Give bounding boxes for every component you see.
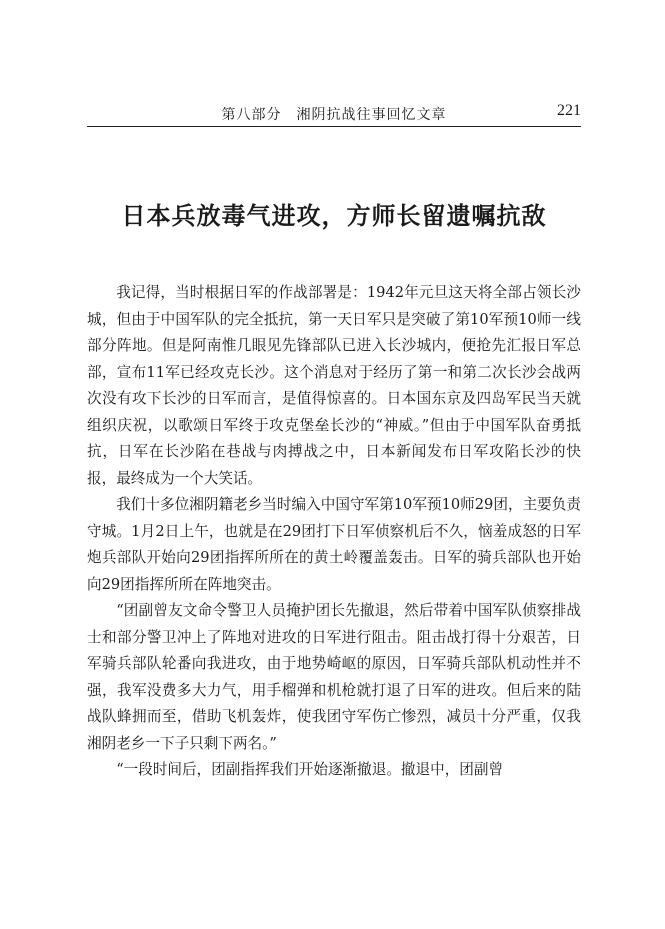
page-number: 221 xyxy=(557,102,581,119)
paragraph-3: “团副曾友文命令警卫人员掩护团长先撤退，然后带着中国军队侦察排战士和部分警卫冲上了阵地对进攻的日军进行阻击。阻击战打得十分艰苦，日军骑兵部队轮番向我进攻，由于地势崎岖的原因，日军骑兵部队机动性并不强，我军没费多大力气，用手榴弹和机枪就打退了日军的进攻。但后来的陆战队蜂拥而至，借助飞机轰炸，使我团守军伤亡惨烈，减员十分严重，仅我湘阴老乡一下子只剩下两名。” xyxy=(87,602,581,752)
article-title: 日本兵放毒气进攻，方师长留遗嘱抗敌 xyxy=(121,201,547,230)
paragraph-2: 我们十多位湘阴籍老乡当时编入中国守军第10军预10师29团，主要负责守城。1月2日上午，也就是在29团打下日军侦察机后不久，恼羞成怒的日军炮兵部队开始向29团指挥所所在的黄土岭覆盖轰击。日军的骑兵部队也开始向29团指挥所所在阵地突击。 xyxy=(87,496,581,593)
article-body xyxy=(87,280,581,784)
header-section-title: 第八部分 湘阴抗战往事回忆文章 xyxy=(221,107,447,123)
paragraph-4: “一段时间后，团副指挥我们开始逐渐撤退。撤退中，团副曾 xyxy=(116,761,504,778)
running-header xyxy=(87,100,581,127)
paragraph-1: 我记得，当时根据日军的作战部署是：1942年元旦这天将全部占领长沙城，但由于中国军队的完全抵抗，第一天日军只是突破了第10军预10师一线部分阵地。但是阿南惟几眼见先锋部队已进入长沙城内，便抢先汇报日军总部，宣布11军已经攻克长沙。这个消息对于经历了第一和第二次长沙会战两次没有攻下长沙的日军而言，是值得惊喜的。日本国东京及四岛军民当天就组织庆祝，以歌颂日军终于攻克堡垒长沙的“神威。”但由于中国军队奋勇抵抗，日军在长沙陷在巷战与肉搏战之中，日本新闻发布日军攻陷长沙的快报，最终成为一个大笑话。 xyxy=(87,284,581,487)
